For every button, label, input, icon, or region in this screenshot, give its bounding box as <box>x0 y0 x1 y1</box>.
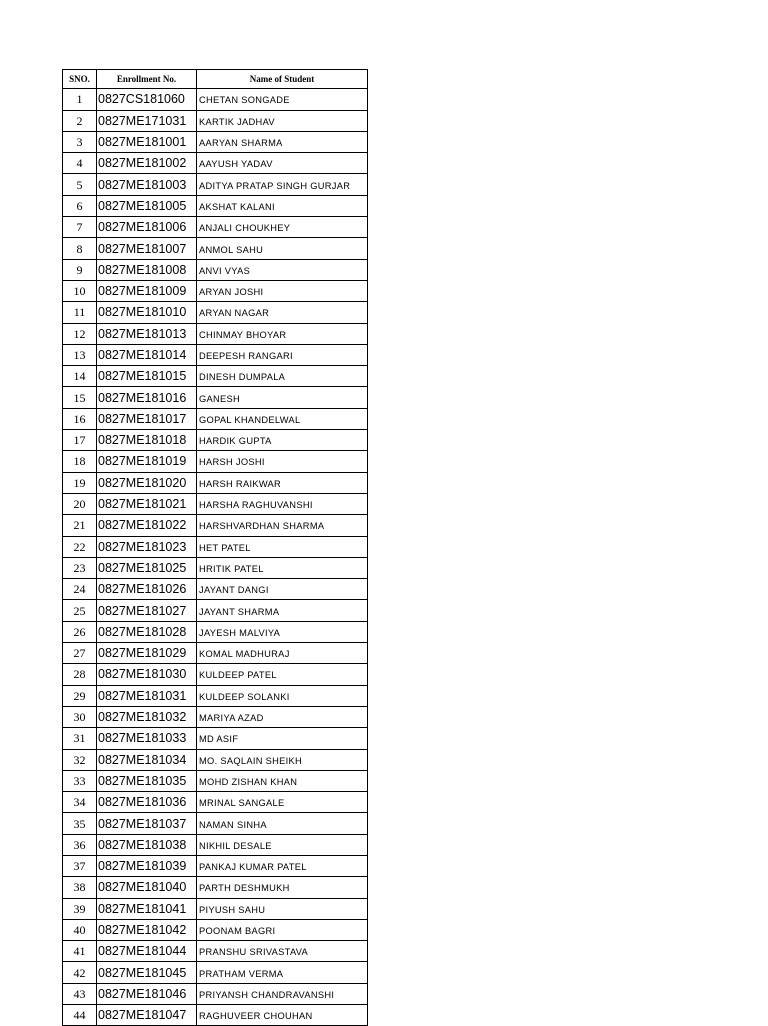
table-row <box>63 344 368 365</box>
student-name-cell: JAYESH MALVIYA <box>197 621 368 642</box>
student-name-cell: MOHD ZISHAN KHAN <box>197 770 368 791</box>
table-row <box>63 366 368 387</box>
enrollment-cell: 0827ME181003 <box>97 174 197 195</box>
student-name-cell: PRIYANSH CHANDRAVANSHI <box>197 983 368 1004</box>
sno-cell: 43 <box>63 983 97 1004</box>
sno-cell: 12 <box>63 323 97 344</box>
table-row <box>63 600 368 621</box>
enrollment-cell: 0827ME181013 <box>97 323 197 344</box>
student-name-cell: DINESH DUMPALA <box>197 366 368 387</box>
student-name-cell: JAYANT DANGI <box>197 579 368 600</box>
sno-cell: 19 <box>63 472 97 493</box>
enrollment-cell: 0827ME181016 <box>97 387 197 408</box>
table-row <box>63 174 368 195</box>
enrollment-cell: 0827ME181014 <box>97 344 197 365</box>
header-sno: SNO. <box>63 70 97 89</box>
enrollment-cell: 0827ME181023 <box>97 536 197 557</box>
student-name-cell: MARIYA AZAD <box>197 706 368 727</box>
enrollment-cell: 0827ME181046 <box>97 983 197 1004</box>
sno-cell: 35 <box>63 813 97 834</box>
sno-cell: 14 <box>63 366 97 387</box>
table-row <box>63 217 368 238</box>
sno-cell: 22 <box>63 536 97 557</box>
enrollment-cell: 0827ME181033 <box>97 728 197 749</box>
table-row <box>63 472 368 493</box>
table-row <box>63 898 368 919</box>
sno-cell: 44 <box>63 1005 97 1026</box>
enrollment-cell: 0827ME181017 <box>97 408 197 429</box>
sno-cell: 18 <box>63 451 97 472</box>
enrollment-cell: 0827ME181007 <box>97 238 197 259</box>
enrollment-cell: 0827ME181040 <box>97 877 197 898</box>
table-row <box>63 451 368 472</box>
sno-cell: 3 <box>63 131 97 152</box>
enrollment-cell: 0827ME181029 <box>97 643 197 664</box>
student-name-cell: GANESH <box>197 387 368 408</box>
table-row <box>63 259 368 280</box>
sno-cell: 2 <box>63 110 97 131</box>
sno-cell: 32 <box>63 749 97 770</box>
table-row <box>63 834 368 855</box>
student-name-cell: KOMAL MADHURAJ <box>197 643 368 664</box>
sno-cell: 37 <box>63 855 97 876</box>
table-row <box>63 685 368 706</box>
table-row <box>63 579 368 600</box>
table-row <box>63 983 368 1004</box>
sno-cell: 26 <box>63 621 97 642</box>
enrollment-cell: 0827ME181018 <box>97 430 197 451</box>
student-name-cell: HARSHA RAGHUVANSHI <box>197 493 368 514</box>
student-name-cell: HARDIK GUPTA <box>197 430 368 451</box>
enrollment-cell: 0827ME181026 <box>97 579 197 600</box>
sno-cell: 34 <box>63 792 97 813</box>
sno-cell: 16 <box>63 408 97 429</box>
sno-cell: 4 <box>63 153 97 174</box>
enrollment-cell: 0827ME181021 <box>97 493 197 514</box>
student-name-cell: RAGHUVEER CHOUHAN <box>197 1005 368 1026</box>
table-row <box>63 919 368 940</box>
table-row <box>63 728 368 749</box>
student-name-cell: PARTH DESHMUKH <box>197 877 368 898</box>
sno-cell: 17 <box>63 430 97 451</box>
student-name-cell: ANJALI CHOUKHEY <box>197 217 368 238</box>
enrollment-cell: 0827ME181030 <box>97 664 197 685</box>
sno-cell: 28 <box>63 664 97 685</box>
student-name-cell: HARSHVARDHAN SHARMA <box>197 515 368 536</box>
enrollment-cell: 0827ME181010 <box>97 302 197 323</box>
sno-cell: 13 <box>63 344 97 365</box>
enrollment-cell: 0827ME171031 <box>97 110 197 131</box>
table-row <box>63 430 368 451</box>
student-name-cell: CHETAN SONGADE <box>197 89 368 110</box>
enrollment-cell: 0827ME181020 <box>97 472 197 493</box>
sno-cell: 40 <box>63 919 97 940</box>
student-name-cell: MRINAL SANGALE <box>197 792 368 813</box>
enrollment-cell: 0827ME181001 <box>97 131 197 152</box>
enrollment-cell: 0827ME181027 <box>97 600 197 621</box>
sno-cell: 9 <box>63 259 97 280</box>
student-name-cell: KULDEEP SOLANKI <box>197 685 368 706</box>
student-name-cell: ARYAN NAGAR <box>197 302 368 323</box>
enrollment-cell: 0827ME181008 <box>97 259 197 280</box>
sno-cell: 39 <box>63 898 97 919</box>
table-row <box>63 1005 368 1026</box>
table-row <box>63 323 368 344</box>
sno-cell: 38 <box>63 877 97 898</box>
student-name-cell: ANMOL SAHU <box>197 238 368 259</box>
sno-cell: 36 <box>63 834 97 855</box>
table-row <box>63 770 368 791</box>
enrollment-cell: 0827CS181060 <box>97 89 197 110</box>
sno-cell: 8 <box>63 238 97 259</box>
table-row <box>63 855 368 876</box>
student-name-cell: CHINMAY BHOYAR <box>197 323 368 344</box>
enrollment-cell: 0827ME181006 <box>97 217 197 238</box>
student-name-cell: MO. SAQLAIN SHEIKH <box>197 749 368 770</box>
table-row <box>63 941 368 962</box>
enrollment-cell: 0827ME181005 <box>97 195 197 216</box>
enrollment-cell: 0827ME181034 <box>97 749 197 770</box>
table-row <box>63 153 368 174</box>
enrollment-cell: 0827ME181025 <box>97 557 197 578</box>
table-row <box>63 110 368 131</box>
sno-cell: 1 <box>63 89 97 110</box>
enrollment-cell: 0827ME181002 <box>97 153 197 174</box>
student-name-cell: POONAM BAGRI <box>197 919 368 940</box>
table-row <box>63 664 368 685</box>
student-name-cell: PANKAJ KUMAR PATEL <box>197 855 368 876</box>
table-row <box>63 557 368 578</box>
table-row <box>63 131 368 152</box>
student-name-cell: HARSH JOSHI <box>197 451 368 472</box>
table-row <box>63 813 368 834</box>
enrollment-cell: 0827ME181031 <box>97 685 197 706</box>
sno-cell: 42 <box>63 962 97 983</box>
student-name-cell: AAYUSH YADAV <box>197 153 368 174</box>
table-row <box>63 280 368 301</box>
student-name-cell: AKSHAT KALANI <box>197 195 368 216</box>
sno-cell: 21 <box>63 515 97 536</box>
student-name-cell: PRANSHU SRIVASTAVA <box>197 941 368 962</box>
table-row <box>63 195 368 216</box>
sno-cell: 7 <box>63 217 97 238</box>
student-name-cell: NAMAN SINHA <box>197 813 368 834</box>
student-name-cell: KARTIK JADHAV <box>197 110 368 131</box>
table-row <box>63 621 368 642</box>
student-name-cell: DEEPESH RANGARI <box>197 344 368 365</box>
student-name-cell: JAYANT SHARMA <box>197 600 368 621</box>
student-name-cell: HRITIK PATEL <box>197 557 368 578</box>
student-name-cell: NIKHIL DESALE <box>197 834 368 855</box>
enrollment-cell: 0827ME181037 <box>97 813 197 834</box>
sno-cell: 23 <box>63 557 97 578</box>
student-name-cell: MD ASIF <box>197 728 368 749</box>
enrollment-cell: 0827ME181041 <box>97 898 197 919</box>
table-row <box>63 706 368 727</box>
enrollment-cell: 0827ME181039 <box>97 855 197 876</box>
sno-cell: 15 <box>63 387 97 408</box>
enrollment-cell: 0827ME181035 <box>97 770 197 791</box>
enrollment-cell: 0827ME181045 <box>97 962 197 983</box>
table-row <box>63 643 368 664</box>
student-name-cell: PIYUSH SAHU <box>197 898 368 919</box>
table-row <box>63 792 368 813</box>
student-name-cell: ADITYA PRATAP SINGH GURJAR <box>197 174 368 195</box>
sno-cell: 27 <box>63 643 97 664</box>
enrollment-cell: 0827ME181032 <box>97 706 197 727</box>
table-row <box>63 962 368 983</box>
table-row <box>63 238 368 259</box>
student-name-cell: ARYAN JOSHI <box>197 280 368 301</box>
student-name-cell: HARSH RAIKWAR <box>197 472 368 493</box>
table-row <box>63 749 368 770</box>
enrollment-cell: 0827ME181047 <box>97 1005 197 1026</box>
table-row <box>63 302 368 323</box>
enrollment-cell: 0827ME181038 <box>97 834 197 855</box>
sno-cell: 20 <box>63 493 97 514</box>
enrollment-cell: 0827ME181044 <box>97 941 197 962</box>
sno-cell: 30 <box>63 706 97 727</box>
sno-cell: 11 <box>63 302 97 323</box>
student-name-cell: GOPAL KHANDELWAL <box>197 408 368 429</box>
student-name-cell: HET PATEL <box>197 536 368 557</box>
student-name-cell: ANVI VYAS <box>197 259 368 280</box>
sno-cell: 31 <box>63 728 97 749</box>
table-row <box>63 408 368 429</box>
enrollment-cell: 0827ME181036 <box>97 792 197 813</box>
sno-cell: 41 <box>63 941 97 962</box>
enrollment-cell: 0827ME181022 <box>97 515 197 536</box>
sno-cell: 25 <box>63 600 97 621</box>
sno-cell: 29 <box>63 685 97 706</box>
table-row <box>63 493 368 514</box>
table-row <box>63 877 368 898</box>
sno-cell: 5 <box>63 174 97 195</box>
header-enrollment: Enrollment No. <box>97 70 197 89</box>
table-row <box>63 515 368 536</box>
sno-cell: 10 <box>63 280 97 301</box>
sno-cell: 6 <box>63 195 97 216</box>
student-name-cell: KULDEEP PATEL <box>197 664 368 685</box>
student-list-table <box>62 69 368 1026</box>
sno-cell: 24 <box>63 579 97 600</box>
student-name-cell: AARYAN SHARMA <box>197 131 368 152</box>
table-row <box>63 89 368 110</box>
enrollment-cell: 0827ME181028 <box>97 621 197 642</box>
student-name-cell: PRATHAM VERMA <box>197 962 368 983</box>
header-name: Name of Student <box>197 70 368 89</box>
enrollment-cell: 0827ME181009 <box>97 280 197 301</box>
header-row <box>63 70 368 89</box>
enrollment-cell: 0827ME181042 <box>97 919 197 940</box>
enrollment-cell: 0827ME181015 <box>97 366 197 387</box>
sno-cell: 33 <box>63 770 97 791</box>
enrollment-cell: 0827ME181019 <box>97 451 197 472</box>
table-row <box>63 536 368 557</box>
table-row <box>63 387 368 408</box>
